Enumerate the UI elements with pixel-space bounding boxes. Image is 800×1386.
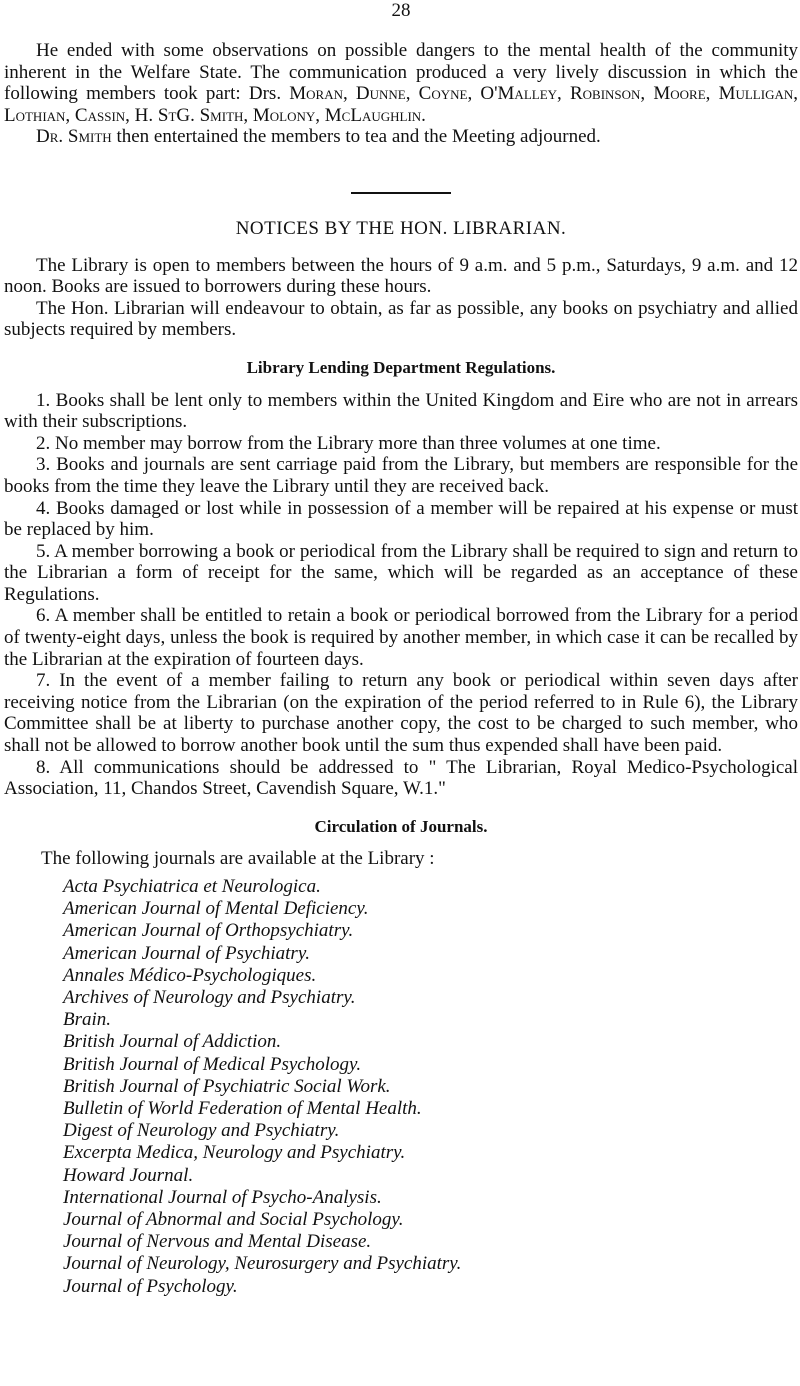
journal-item: Archives of Neurology and Psychiatry. — [63, 987, 356, 1009]
meeting-paragraph-1 — [4, 40, 798, 126]
library-hours-paragraph: The Library is open to members between the hours of 9 a.m. and 5 p.m., Saturdays, 9 a.m. and 12 noon. Books are issued to borrowers during these hours. — [4, 254, 798, 298]
journals-intro: The following journals are available at the Library : — [41, 848, 435, 870]
journal-item: International Journal of Psycho-Analysis. — [63, 1186, 382, 1208]
journal-item: Annales Médico-Psychologiques. — [63, 964, 317, 986]
regulation-item: 3. Books and journals are sent carriage paid from the Library, but members are responsible for the books from the time they leave the Library until they are received back. — [4, 454, 798, 497]
regulation-item: 1. Books shall be lent only to members within the United Kingdom and Eire who are not in arrears with their subscriptions. — [4, 389, 798, 433]
journal-item: British Journal of Psychiatric Social Work. — [63, 1075, 391, 1097]
host-name: Dr. Smith — [36, 126, 112, 148]
regulations-heading: Library Lending Department Regulations. — [246, 357, 556, 377]
regulation-item: 7. In the event of a member failing to return any book or periodical within seven days after receiving notice from the Librarian (on the expiration of the period referred to in Rule 6), the Library Committee shall be at liberty to purchase another copy, the cost to be charged to such member, who shall not be allowed to borrow another book until the sum thus expended shall have been paid. — [4, 670, 798, 757]
journal-item: American Journal of Mental Deficiency. — [63, 898, 369, 920]
journal-item: Digest of Neurology and Psychiatry. — [63, 1120, 340, 1142]
circulation-heading: Circulation of Journals. — [314, 816, 488, 836]
document-page — [4, 0, 798, 1298]
journal-item: Brain. — [63, 1009, 112, 1031]
journal-item: Journal of Nervous and Mental Disease. — [63, 1231, 372, 1253]
journal-item: British Journal of Medical Psychology. — [63, 1053, 362, 1075]
regulation-item: 4. Books damaged or lost while in possession of a member will be repaired at his expense or must be replaced by him. — [4, 497, 798, 541]
journal-list — [4, 876, 798, 1298]
regulation-item: 6. A member shall be entitled to retain a book or periodical borrowed from the Library for a period of twenty-eight days, unless the book is required by another member, in which case it can be recalled by the Librarian at the expiration of fourteen days. — [4, 605, 798, 670]
journal-item: American Journal of Psychiatry. — [63, 942, 310, 964]
journal-item: Excerpta Medica, Neurology and Psychiatry. — [63, 1142, 406, 1164]
journal-item: Howard Journal. — [63, 1164, 194, 1186]
journal-item: Bulletin of World Federation of Mental Health. — [63, 1098, 422, 1120]
journal-item: American Journal of Orthopsychiatry. — [63, 920, 354, 942]
regulation-item: 8. All communications should be addressed to " The Librarian, Royal Medico-Psychological Association, 11, Chandos Street, Cavendish Square, W.1." — [4, 756, 798, 800]
journal-item: British Journal of Addiction. — [63, 1031, 282, 1053]
regulations-list — [4, 390, 798, 800]
meeting-text: He ended with some observations on possible dangers to the mental health of the community inherent in the Welfare State. The communication produced a very lively discussion in which the following members took part: Drs. — [4, 40, 798, 105]
regulation-item: 2. No member may borrow from the Library more than three volumes at one time. — [36, 432, 661, 454]
meeting-closing: then entertained the members to tea and the Meeting adjourned. — [111, 126, 601, 148]
regulation-item: 5. A member borrowing a book or periodical from the Library shall be required to sign and return to the Librarian a form of receipt for the same, which will be regarded as an acceptance of these Regulations. — [4, 540, 798, 605]
notices-heading: NOTICES BY THE HON. LIBRARIAN. — [235, 217, 567, 239]
page-number: 28 — [391, 0, 411, 21]
journal-item: Journal of Abnormal and Social Psychology. — [63, 1209, 404, 1231]
journal-item: Journal of Neurology, Neurosurgery and Psychiatry. — [63, 1253, 462, 1275]
journal-item: Acta Psychiatrica et Neurologica. — [63, 876, 321, 897]
member-names: Moran, Dunne, Coyne, O'Malley, Robinson, Moore, Mulligan, Lothian, Cassin, H. StG. Smith, Molony, McLaughlin. — [4, 83, 798, 126]
section-divider — [351, 192, 451, 194]
librarian-paragraph: The Hon. Librarian will endeavour to obtain, as far as possible, any books on psychiatry and allied subjects required by members. — [4, 297, 798, 341]
meeting-paragraph-2 — [4, 126, 798, 148]
journal-item: Journal of Psychology. — [63, 1275, 238, 1297]
